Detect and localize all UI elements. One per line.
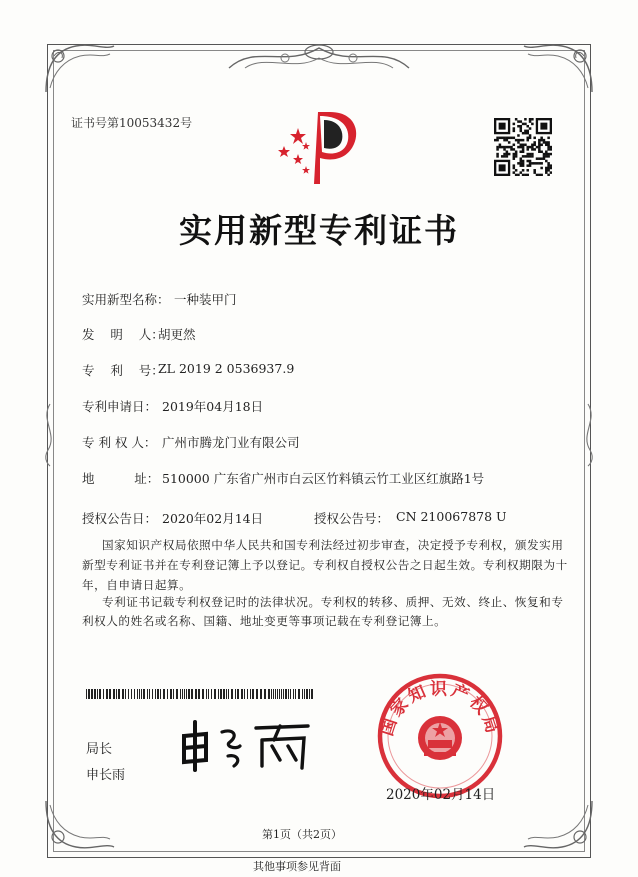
director-title: 局长 (86, 742, 113, 757)
filing-date-value: 2019年04月18日 (162, 399, 264, 414)
corner-ornament-bottom-left (40, 795, 120, 857)
seal-text: 国家知识产权局 (377, 679, 503, 739)
qr-code[interactable] (494, 118, 552, 176)
patent-number-label: 专 利 号： (82, 363, 164, 378)
address-label: 地 址： (82, 471, 160, 486)
grant-number-label: 授权公告号： (314, 511, 390, 526)
address-value: 510000 广东省广州市白云区竹料镇云竹工业区红旗路1号 (162, 471, 485, 486)
handwritten-signature (176, 716, 316, 772)
grant-date-label: 授权公告日： (82, 511, 158, 526)
page-number: 第1页（共2页） (262, 828, 342, 841)
top-center-ornament (225, 38, 413, 78)
paragraph-2-line-2: 利权人的姓名或名称、国籍、地址变更等事项记载在专利登记簿上。 (82, 614, 447, 628)
paragraph-1-line-2: 新型专利证书并在专利登记簿上予以登记。专利权自授权公告之日起生效。专利权期限为十 (82, 558, 568, 572)
grant-date-value: 2020年02月14日 (162, 511, 264, 526)
certificate-number: 证书号第10053432号 (71, 116, 193, 130)
corner-ornament-top-right (518, 38, 598, 98)
patent-number-value: ZL 2019 2 0536937.9 (158, 361, 295, 376)
corner-ornament-top-left (40, 38, 120, 98)
filing-date-label: 专利申请日： (82, 399, 158, 414)
inventor-value: 胡更然 (158, 327, 196, 342)
back-page-note: 其他事项参见背面 (253, 860, 341, 873)
patentee-value: 广州市腾龙门业有限公司 (162, 435, 300, 450)
paragraph-2-line-1: 专利证书记载专利权登记时的法律状况。专利权的转移、质押、无效、终止、恢复和专 (102, 595, 564, 609)
utility-name-label: 实用新型名称： (82, 292, 170, 307)
patentee-label: 专 利 权 人： (82, 435, 157, 450)
cnipa-logo-icon (268, 108, 364, 188)
director-name: 申长雨 (86, 768, 126, 783)
barcode (86, 689, 314, 699)
seal-date: 2020年02月14日 (386, 787, 496, 803)
inventor-label: 发 明 人： (82, 327, 164, 342)
paragraph-1-line-1: 国家知识产权局依照中华人民共和国专利法经过初步审查，决定授予专利权，颁发实用 (102, 538, 564, 552)
right-edge-ornament (578, 400, 600, 470)
left-edge-ornament (38, 400, 60, 470)
grant-number-value: CN 210067878 U (396, 509, 507, 524)
utility-name-value: 一种装甲门 (174, 292, 237, 307)
page-title: 实用新型专利证书 (179, 211, 459, 250)
corner-ornament-bottom-right (518, 795, 598, 857)
paragraph-1-line-3: 年，自申请日起算。 (82, 578, 192, 592)
official-seal (372, 672, 508, 800)
